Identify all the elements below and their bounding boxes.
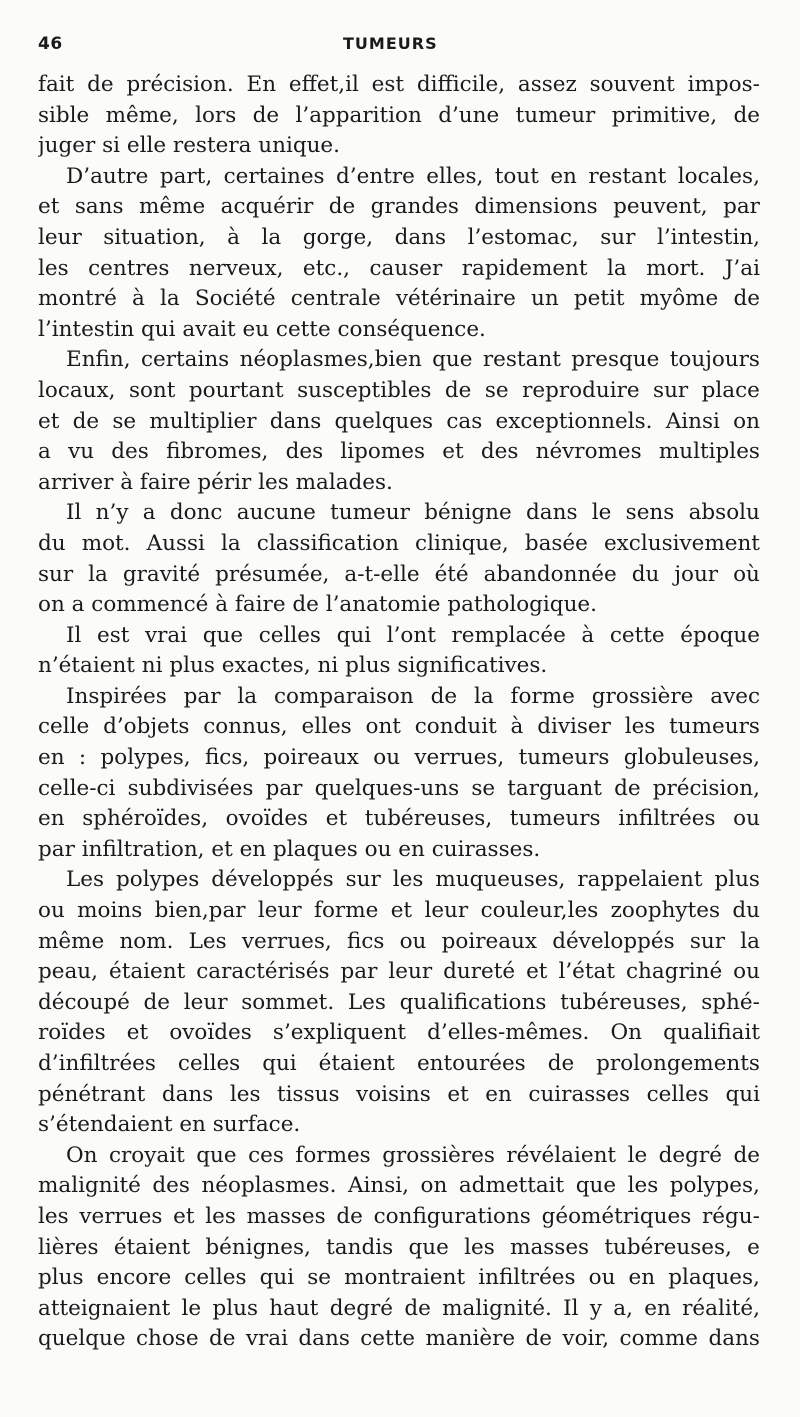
text-line: même nom. Les verrues, fics ou poireaux développés sur la [38, 928, 760, 954]
text-line: D’autre part, certaines d’entre elles, tout en restant locales, [66, 163, 760, 189]
text-line: Inspirées par la comparaison de la forme grossière avec [66, 683, 760, 709]
body-text [38, 70, 760, 1355]
text-line: du mot. Aussi la classification clinique, basée exclusivement [38, 530, 760, 556]
text-line: par infiltration, et en plaques ou en cuirasses. [38, 836, 541, 862]
text-line: atteignaient le plus haut degré de malignité. Il y a, en réalité, [38, 1295, 760, 1321]
text-line: Enfin, certains néoplasmes,bien que restant presque toujours [66, 347, 760, 373]
text-line: Les polypes développés sur les muqueuses, rappelaient plus [66, 867, 760, 893]
text-line: roïdes et ovoïdes s’expliquent d’elles-mêmes. On qualifiait [38, 1020, 760, 1046]
text-line: d’infiltrées celles qui étaient entourées de prolongements [38, 1051, 760, 1076]
text-line: ou moins bien,par leur forme et leur couleur,les zoophytes du [38, 898, 760, 924]
text-line: juger si elle restera unique. [38, 133, 340, 159]
text-line: découpé de leur sommet. Les qualifications tubéreuses, sphé- [38, 989, 760, 1015]
text-line: n’étaient ni plus exactes, ni plus significatives. [38, 653, 548, 679]
text-line: les verrues et les masses de configurations géométriques régu- [38, 1203, 760, 1229]
text-line: l’intestin qui avait eu cette conséquence. [38, 316, 486, 342]
text-line: sur la gravité présumée, a-t-elle été abandonnée du jour où [38, 561, 760, 587]
text-line: en : polypes, fics, poireaux ou verrues, tumeurs globuleuses, [38, 745, 760, 771]
text-line: celle-ci subdivisées par quelques-uns se targuant de précision, [38, 775, 760, 801]
running-title: TUMEURS [343, 34, 438, 53]
text-line: s’étendaient en surface. [38, 1112, 301, 1138]
text-line: quelque chose de vrai dans cette manière de voir, comme dans [38, 1326, 760, 1352]
text-line: on a commencé à faire de l’anatomie pathologique. [38, 592, 597, 618]
text-line: et sans même acquérir de grandes dimensions peuvent, par [38, 194, 760, 220]
text-line: Il est vrai que celles qui l’ont remplacée à cette époque [66, 622, 760, 648]
text-line: leur situation, à la gorge, dans l’estomac, sur l’intestin, [38, 224, 760, 250]
page-number: 46 [38, 34, 63, 54]
text-line: lières étaient bénignes, tandis que les masses tubéreuses, e [38, 1234, 760, 1260]
text-line: arriver à faire périr les malades. [38, 469, 393, 495]
text-line: sible même, lors de l’apparition d’une tumeur primitive, de [38, 102, 760, 128]
text-line: Il n’y a donc aucune tumeur bénigne dans le sens absolu [66, 500, 760, 526]
text-line: pénétrant dans les tissus voisins et en cuirasses celles qui [38, 1081, 760, 1107]
text-line: montré à la Société centrale vétérinaire un petit myôme de [38, 286, 760, 312]
text-line: plus encore celles qui se montraient infiltrées ou en plaques, [38, 1265, 760, 1291]
text-line: celle d’objets connus, elles ont conduit à diviser les tumeurs [38, 714, 760, 740]
text-line: locaux, sont pourtant susceptibles de se reproduire sur place [38, 377, 760, 403]
text-line: a vu des fibromes, des lipomes et des névromes multiples [38, 439, 760, 465]
page-header [38, 34, 758, 62]
text-line: les centres nerveux, etc., causer rapidement la mort. J’ai [38, 255, 760, 281]
text-line: et de se multiplier dans quelques cas exceptionnels. Ainsi on [38, 408, 760, 434]
text-line: peau, étaient caractérisés par leur dureté et l’état chagriné ou [38, 959, 760, 985]
text-line: On croyait que ces formes grossières révélaient le degré de [66, 1142, 760, 1168]
text-line: en sphéroïdes, ovoïdes et tubéreuses, tumeurs infiltrées ou [38, 806, 760, 832]
text-line: malignité des néoplasmes. Ainsi, on admettait que les polypes, [38, 1173, 760, 1199]
text-line: fait de précision. En effet,il est difficile, assez souvent impos- [38, 72, 760, 97]
